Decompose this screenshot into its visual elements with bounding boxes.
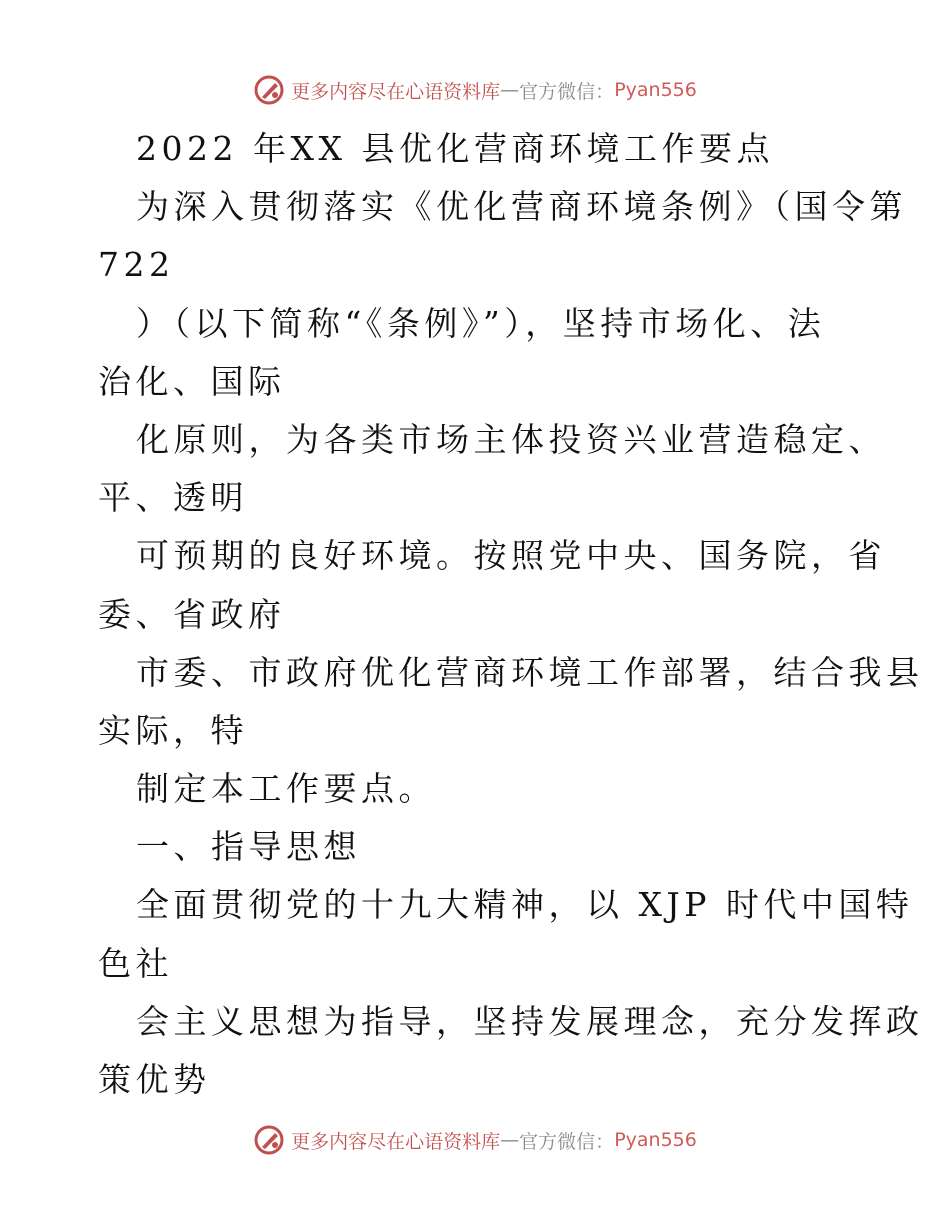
paragraph-line: 策优势 (98, 1060, 211, 1099)
paragraph-line: 平、透明 (98, 478, 248, 518)
document-body (98, 120, 924, 1109)
paragraph-line: 全面贯彻党的十九大精神，以 XJP 时代中国特 (136, 885, 914, 925)
section-heading: 一、指导思想 (136, 827, 361, 867)
paragraph-line: 委、省政府 (98, 594, 286, 634)
watermark-wechat-label: 官方微信： (519, 1130, 615, 1153)
paragraph-line: 市委、市政府优化营商环境工作部署，结合我县 (136, 652, 924, 692)
watermark-footer (0, 1120, 950, 1160)
watermark-separator: — (500, 1129, 520, 1151)
watermark-wechat-label: 官方微信： (519, 80, 615, 103)
paragraph-line: 会主义思想为指导，坚持发展理念，充分发挥政 (136, 1001, 924, 1041)
watermark-brand: 更多内容尽在心语资料库 (291, 1130, 501, 1153)
paragraph-line: 为深入贯彻落实《优化营商环境条例》（国令第 (136, 187, 907, 227)
watermark-separator: — (500, 79, 520, 101)
watermark-wechat-id: Pyan556 (614, 1129, 697, 1151)
paragraph-line: 治化、国际 (98, 361, 286, 401)
watermark-header (0, 70, 950, 110)
paragraph-line: 色社 (98, 943, 173, 983)
paragraph-line: 722 (98, 245, 175, 285)
paragraph-line: 化原则，为各类市场主体投资兴业营造稳定、 (136, 419, 886, 459)
watermark-wechat-id: Pyan556 (614, 79, 697, 101)
paragraph-line: 实际，特 (98, 710, 248, 750)
paragraph-line: 制定本工作要点。 (136, 769, 436, 809)
pen-logo-icon (253, 74, 285, 106)
paragraph-line: 可预期的良好环境。按照党中央、国务院，省 (136, 536, 886, 576)
doc-title: 2022 年XX 县优化营商环境工作要点 (136, 129, 774, 168)
paragraph-line: ）（以下简称“《条例》”），坚持市场化、法 (136, 303, 826, 343)
pen-logo-icon (253, 1124, 285, 1156)
watermark-brand: 更多内容尽在心语资料库 (291, 80, 501, 103)
